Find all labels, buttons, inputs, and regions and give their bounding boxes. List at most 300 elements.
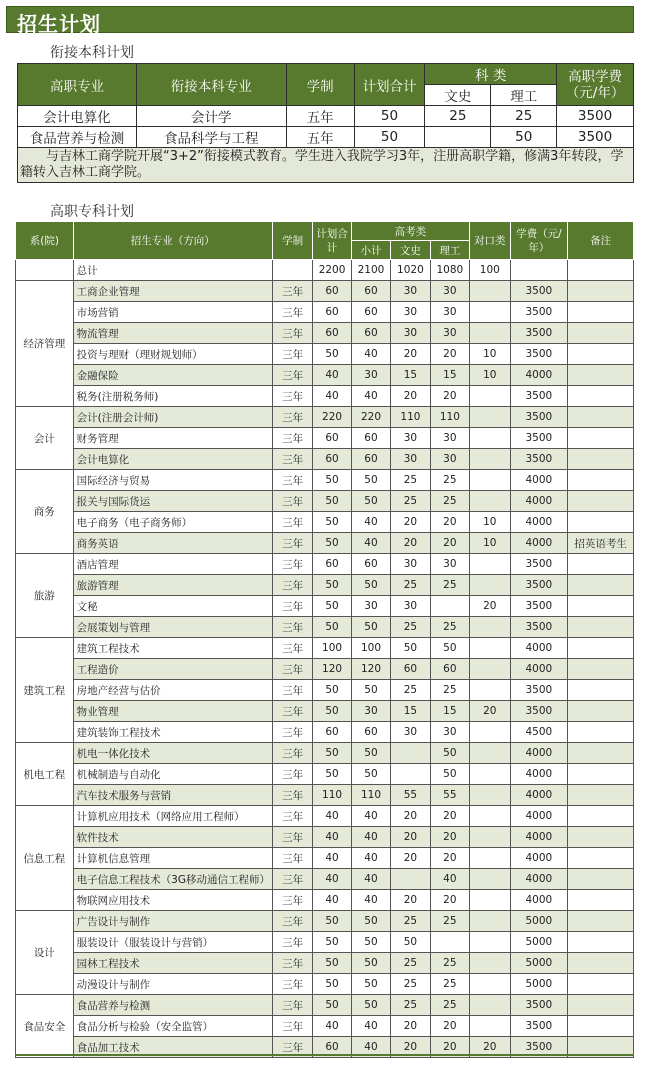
cell-bachelor: 食品科学与工程 (136, 127, 286, 148)
cell-science: 30 (430, 323, 469, 344)
cell-counterpart (470, 785, 510, 806)
cell-remark (568, 1016, 634, 1037)
cell-major: 汽车技术服务与营销 (73, 785, 272, 806)
col-subtotal: 小计 (351, 241, 390, 260)
cell-remark (568, 512, 634, 533)
cell-fee: 3500 (510, 554, 568, 575)
cell-science: 25 (430, 617, 469, 638)
col-counterpart: 对口类 (470, 222, 510, 260)
cell-years: 三年 (272, 911, 312, 932)
cell-plan: 50 (313, 344, 351, 365)
cell-arts: 20 (391, 344, 430, 365)
cell-counterpart (470, 449, 510, 470)
cell-major: 建筑装饰工程技术 (73, 722, 272, 743)
cell-remark (568, 974, 634, 995)
cell-major: 软件技术 (73, 827, 272, 848)
cell-arts: 20 (391, 512, 430, 533)
table-row (16, 554, 634, 575)
cell-major: 食品加工技术 (73, 1037, 272, 1058)
cell-counterpart (470, 575, 510, 596)
cell-arts (391, 743, 430, 764)
cell-plan: 50 (313, 617, 351, 638)
cell-fee: 4000 (510, 743, 568, 764)
cell-years: 三年 (272, 764, 312, 785)
dept-name: 设计 (16, 911, 74, 995)
cell-science: 30 (430, 302, 469, 323)
cell-science: 50 (430, 638, 469, 659)
bridge-note: 与吉林工商学院开展“3+2”衔接模式教育。学生进入我院学习3年，注册高职学籍，修满3年转段，学籍转入吉林工商学院。 (18, 148, 634, 183)
cell-plan: 50 (313, 995, 351, 1016)
cell-remark (568, 932, 634, 953)
cell-years: 三年 (272, 722, 312, 743)
cell-remark (568, 596, 634, 617)
cell-counterpart (470, 848, 510, 869)
table-row (16, 281, 634, 302)
cell-years: 三年 (272, 386, 312, 407)
cell-plan: 50 (313, 533, 351, 554)
cell-major: 机电一体化技术 (73, 743, 272, 764)
cell-arts: 20 (391, 890, 430, 911)
table-row (16, 953, 634, 974)
cell-counterpart (470, 1016, 510, 1037)
col-bachelor: 衔接本科专业 (136, 64, 286, 106)
cell-counterpart (470, 890, 510, 911)
cell-remark (568, 638, 634, 659)
cell-arts (391, 764, 430, 785)
cell-major: 国际经济与贸易 (73, 470, 272, 491)
cell-years: 三年 (272, 974, 312, 995)
cell-major: 财务管理 (73, 428, 272, 449)
cell-dept (16, 260, 74, 281)
col-major: 高职专业 (18, 64, 137, 106)
cell-subtotal: 60 (351, 323, 390, 344)
cell-arts: 30 (391, 428, 430, 449)
table-row (16, 659, 634, 680)
cell-subtotal: 40 (351, 386, 390, 407)
cell-science: 20 (430, 533, 469, 554)
cell-science: 20 (430, 827, 469, 848)
cell-counterpart: 20 (470, 701, 510, 722)
cell-arts: 30 (391, 722, 430, 743)
cell-subtotal: 40 (351, 890, 390, 911)
cell-plan: 110 (313, 785, 351, 806)
table-row (16, 365, 634, 386)
cell-total: 50 (354, 127, 425, 148)
cell-years: 三年 (272, 575, 312, 596)
cell-science: 30 (430, 722, 469, 743)
cell-remark (568, 323, 634, 344)
cell-years: 三年 (272, 827, 312, 848)
cell-major: 会计(注册会计师) (73, 407, 272, 428)
cell-major: 税务(注册税务师) (73, 386, 272, 407)
cell-years: 三年 (272, 785, 312, 806)
cell-science: 20 (430, 1037, 469, 1058)
cell-arts: 30 (391, 449, 430, 470)
cell-remark (568, 869, 634, 890)
cell-subtotal: 60 (351, 449, 390, 470)
dept-name: 食品安全 (16, 995, 74, 1058)
cell-major: 物联网应用技术 (73, 890, 272, 911)
table-row (16, 932, 634, 953)
cell-plan: 60 (313, 722, 351, 743)
cell-subtotal: 50 (351, 953, 390, 974)
cell-counterpart: 10 (470, 512, 510, 533)
cell-counterpart (470, 869, 510, 890)
cell-remark (568, 575, 634, 596)
table-row (16, 407, 634, 428)
cell-plan: 40 (313, 827, 351, 848)
cell-counterpart: 20 (470, 1037, 510, 1058)
table-row (16, 596, 634, 617)
cell-years: 三年 (272, 302, 312, 323)
cell-arts: 25 (391, 953, 430, 974)
cell-major: 食品营养与检测 (73, 995, 272, 1016)
cell-major: 商务英语 (73, 533, 272, 554)
total-science: 1080 (430, 260, 469, 281)
table-row (16, 449, 634, 470)
cell-science: 50 (430, 743, 469, 764)
table-row (16, 806, 634, 827)
cell-major: 酒店管理 (73, 554, 272, 575)
cell-science: 25 (491, 106, 557, 127)
cell-fee: 3500 (557, 127, 634, 148)
cell-arts: 30 (391, 302, 430, 323)
cell-plan: 50 (313, 470, 351, 491)
cell-remark (568, 449, 634, 470)
cell-remark (568, 995, 634, 1016)
cell-years: 三年 (272, 953, 312, 974)
cell-major: 金融保险 (73, 365, 272, 386)
cell-counterpart: 10 (470, 344, 510, 365)
cell-years: 三年 (272, 743, 312, 764)
cell-remark (568, 428, 634, 449)
cell-plan: 40 (313, 806, 351, 827)
cell-science: 20 (430, 1016, 469, 1037)
cell-years: 三年 (272, 1016, 312, 1037)
cell-science: 25 (430, 470, 469, 491)
cell-major: 物流管理 (73, 323, 272, 344)
cell-science: 25 (430, 911, 469, 932)
cell-years: 三年 (272, 806, 312, 827)
cell-subtotal: 60 (351, 428, 390, 449)
cell-plan: 50 (313, 575, 351, 596)
table-row (16, 869, 634, 890)
cell-remark (568, 764, 634, 785)
cell-science: 15 (430, 365, 469, 386)
cell-science: 20 (430, 344, 469, 365)
table-row (16, 785, 634, 806)
bridge-plan-table (17, 63, 634, 183)
dept-name: 会计 (16, 407, 74, 470)
table-row (16, 575, 634, 596)
cell-arts: 110 (391, 407, 430, 428)
cell-major: 文秘 (73, 596, 272, 617)
cell-fee: 4000 (510, 890, 568, 911)
cell-science: 15 (430, 701, 469, 722)
cell-remark (568, 386, 634, 407)
cell-years: 三年 (272, 1037, 312, 1058)
col-arts: 文史 (391, 241, 430, 260)
cell-fee: 4000 (510, 764, 568, 785)
cell-major: 机械制造与自动化 (73, 764, 272, 785)
cell-plan: 220 (313, 407, 351, 428)
dept-name: 信息工程 (16, 806, 74, 911)
cell-arts (391, 869, 430, 890)
cell-major: 广告设计与制作 (73, 911, 272, 932)
cell-plan: 60 (313, 1037, 351, 1058)
cell-fee: 4000 (510, 827, 568, 848)
cell-fee: 4000 (510, 659, 568, 680)
cell-remark (568, 722, 634, 743)
cell-years: 三年 (272, 449, 312, 470)
cell-arts: 30 (391, 323, 430, 344)
cell-remark (568, 701, 634, 722)
col-arts: 文史 (425, 85, 491, 106)
cell-major: 会计电算化 (18, 106, 137, 127)
cell-fee: 3500 (510, 281, 568, 302)
cell-years: 三年 (272, 491, 312, 512)
dept-name: 经济管理 (16, 281, 74, 407)
cell-subtotal: 40 (351, 827, 390, 848)
cell-major: 食品分析与检验（安全监管） (73, 1016, 272, 1037)
cell-science: 55 (430, 785, 469, 806)
cell-years: 三年 (272, 323, 312, 344)
cell-counterpart (470, 617, 510, 638)
cell-counterpart (470, 386, 510, 407)
cell-counterpart (470, 827, 510, 848)
cell-fee: 5000 (510, 932, 568, 953)
cell-plan: 60 (313, 428, 351, 449)
cell-counterpart (470, 659, 510, 680)
cell-years: 三年 (272, 659, 312, 680)
cell-counterpart (470, 953, 510, 974)
cell-counterpart (470, 974, 510, 995)
cell-counterpart (470, 281, 510, 302)
cell-years: 三年 (272, 638, 312, 659)
cell-fee: 5000 (510, 953, 568, 974)
total-row (16, 260, 634, 281)
cell-remark: 招英语考生 (568, 533, 634, 554)
cell-subtotal: 50 (351, 680, 390, 701)
cell-subtotal: 40 (351, 1037, 390, 1058)
cell-fee (510, 260, 568, 281)
table-row (16, 974, 634, 995)
cell-subtotal: 40 (351, 869, 390, 890)
table-row (16, 1016, 634, 1037)
cell-major: 房地产经营与估价 (73, 680, 272, 701)
cell-major: 会计电算化 (73, 449, 272, 470)
cell-fee: 3500 (510, 995, 568, 1016)
table-row (16, 638, 634, 659)
dept-name: 商务 (16, 470, 74, 554)
cell-major: 园林工程技术 (73, 953, 272, 974)
cell-arts: 20 (391, 1037, 430, 1058)
cell-science: 60 (430, 659, 469, 680)
cell-subtotal: 60 (351, 281, 390, 302)
cell-plan: 120 (313, 659, 351, 680)
cell-science: 20 (430, 848, 469, 869)
table-row (16, 680, 634, 701)
col-years: 学制 (286, 64, 354, 106)
cell-subtotal: 60 (351, 554, 390, 575)
table-row (16, 323, 634, 344)
cell-subtotal: 50 (351, 617, 390, 638)
cell-science: 30 (430, 554, 469, 575)
cell-arts: 25 (391, 470, 430, 491)
cell-arts: 55 (391, 785, 430, 806)
cell-years: 三年 (272, 533, 312, 554)
cell-years: 三年 (272, 932, 312, 953)
cell-subtotal: 50 (351, 743, 390, 764)
total-label: 总计 (73, 260, 272, 281)
cell-science: 25 (430, 995, 469, 1016)
cell-science: 20 (430, 890, 469, 911)
cell-counterpart (470, 428, 510, 449)
cell-counterpart (470, 743, 510, 764)
cell-subtotal: 40 (351, 344, 390, 365)
cell-fee: 3500 (510, 344, 568, 365)
cell-remark (568, 281, 634, 302)
cell-years: 三年 (272, 995, 312, 1016)
cell-plan: 100 (313, 638, 351, 659)
cell-science: 30 (430, 449, 469, 470)
page-title: 招生计划 (17, 12, 101, 36)
cell-remark (568, 806, 634, 827)
cell-subtotal: 220 (351, 407, 390, 428)
dept-name: 建筑工程 (16, 638, 74, 743)
cell-years: 三年 (272, 344, 312, 365)
table-row (16, 848, 634, 869)
cell-counterpart (470, 470, 510, 491)
total-counterpart: 100 (470, 260, 510, 281)
cell-major: 电子商务（电子商务师） (73, 512, 272, 533)
cell-arts: 60 (391, 659, 430, 680)
cell-arts: 20 (391, 1016, 430, 1037)
cell-arts: 30 (391, 281, 430, 302)
cell-subtotal: 30 (351, 365, 390, 386)
cell-major: 食品营养与检测 (18, 127, 137, 148)
cell-arts: 15 (391, 365, 430, 386)
table-row (16, 764, 634, 785)
cell-science: 30 (430, 281, 469, 302)
cell-major: 物业管理 (73, 701, 272, 722)
cell-years: 三年 (272, 281, 312, 302)
page-title-bar (6, 6, 634, 36)
cell-total: 50 (354, 106, 425, 127)
cell-plan: 40 (313, 869, 351, 890)
cell-remark (568, 827, 634, 848)
cell-arts: 25 (391, 680, 430, 701)
cell-counterpart (470, 764, 510, 785)
cell-remark (568, 260, 634, 281)
cell-subtotal: 50 (351, 932, 390, 953)
cell-plan: 60 (313, 302, 351, 323)
cell-plan: 40 (313, 1016, 351, 1037)
table-row (16, 428, 634, 449)
cell-fee: 3500 (510, 1016, 568, 1037)
cell-fee: 4000 (510, 533, 568, 554)
table-row (16, 512, 634, 533)
cell-fee: 5000 (510, 911, 568, 932)
table-row (16, 617, 634, 638)
cell-years: 五年 (286, 127, 354, 148)
table-row (16, 533, 634, 554)
cell-subtotal: 30 (351, 596, 390, 617)
cell-plan: 50 (313, 974, 351, 995)
cell-fee: 3500 (510, 701, 568, 722)
col-subject: 科 类 (425, 64, 557, 85)
cell-counterpart (470, 806, 510, 827)
cell-remark (568, 491, 634, 512)
cell-remark (568, 680, 634, 701)
cell-arts: 50 (391, 932, 430, 953)
cell-science: 20 (430, 386, 469, 407)
cell-fee: 5000 (510, 974, 568, 995)
cell-major: 投资与理财（理财规划师） (73, 344, 272, 365)
col-remark: 备注 (568, 222, 634, 260)
cell-years: 三年 (272, 869, 312, 890)
cell-fee: 3500 (510, 680, 568, 701)
cell-counterpart (470, 407, 510, 428)
cell-arts: 30 (391, 596, 430, 617)
cell-plan: 40 (313, 365, 351, 386)
cell-science: 50 (491, 127, 557, 148)
cell-counterpart (470, 911, 510, 932)
cell-remark (568, 554, 634, 575)
total-subtotal: 2100 (351, 260, 390, 281)
cell-fee: 4000 (510, 491, 568, 512)
col-fee: 学费（元/年） (510, 222, 568, 260)
col-gaokao: 高考类 (351, 222, 469, 241)
cell-fee: 3500 (510, 449, 568, 470)
note-row (18, 148, 634, 183)
cell-plan: 50 (313, 743, 351, 764)
cell-subtotal: 50 (351, 470, 390, 491)
vocational-plan-table (15, 221, 634, 1058)
cell-counterpart (470, 932, 510, 953)
cell-remark (568, 659, 634, 680)
cell-counterpart (470, 680, 510, 701)
cell-years: 三年 (272, 470, 312, 491)
cell-plan: 50 (313, 596, 351, 617)
cell-plan: 60 (313, 554, 351, 575)
cell-years: 三年 (272, 680, 312, 701)
cell-remark (568, 365, 634, 386)
cell-arts: 25 (391, 617, 430, 638)
col-science: 理工 (430, 241, 469, 260)
cell-fee: 3500 (510, 386, 568, 407)
cell-subtotal: 40 (351, 533, 390, 554)
cell-science: 25 (430, 953, 469, 974)
cell-major: 计算机应用技术（网络应用工程师） (73, 806, 272, 827)
cell-years (272, 260, 312, 281)
cell-remark (568, 911, 634, 932)
cell-arts (425, 127, 491, 148)
cell-plan: 50 (313, 764, 351, 785)
cell-remark (568, 470, 634, 491)
cell-plan: 50 (313, 701, 351, 722)
cell-years: 三年 (272, 596, 312, 617)
cell-years: 三年 (272, 365, 312, 386)
cell-remark (568, 302, 634, 323)
cell-science: 40 (430, 869, 469, 890)
cell-arts: 20 (391, 386, 430, 407)
cell-plan: 50 (313, 680, 351, 701)
cell-major: 会展策划与管理 (73, 617, 272, 638)
cell-remark (568, 848, 634, 869)
cell-arts: 20 (391, 806, 430, 827)
cell-fee: 4000 (510, 848, 568, 869)
